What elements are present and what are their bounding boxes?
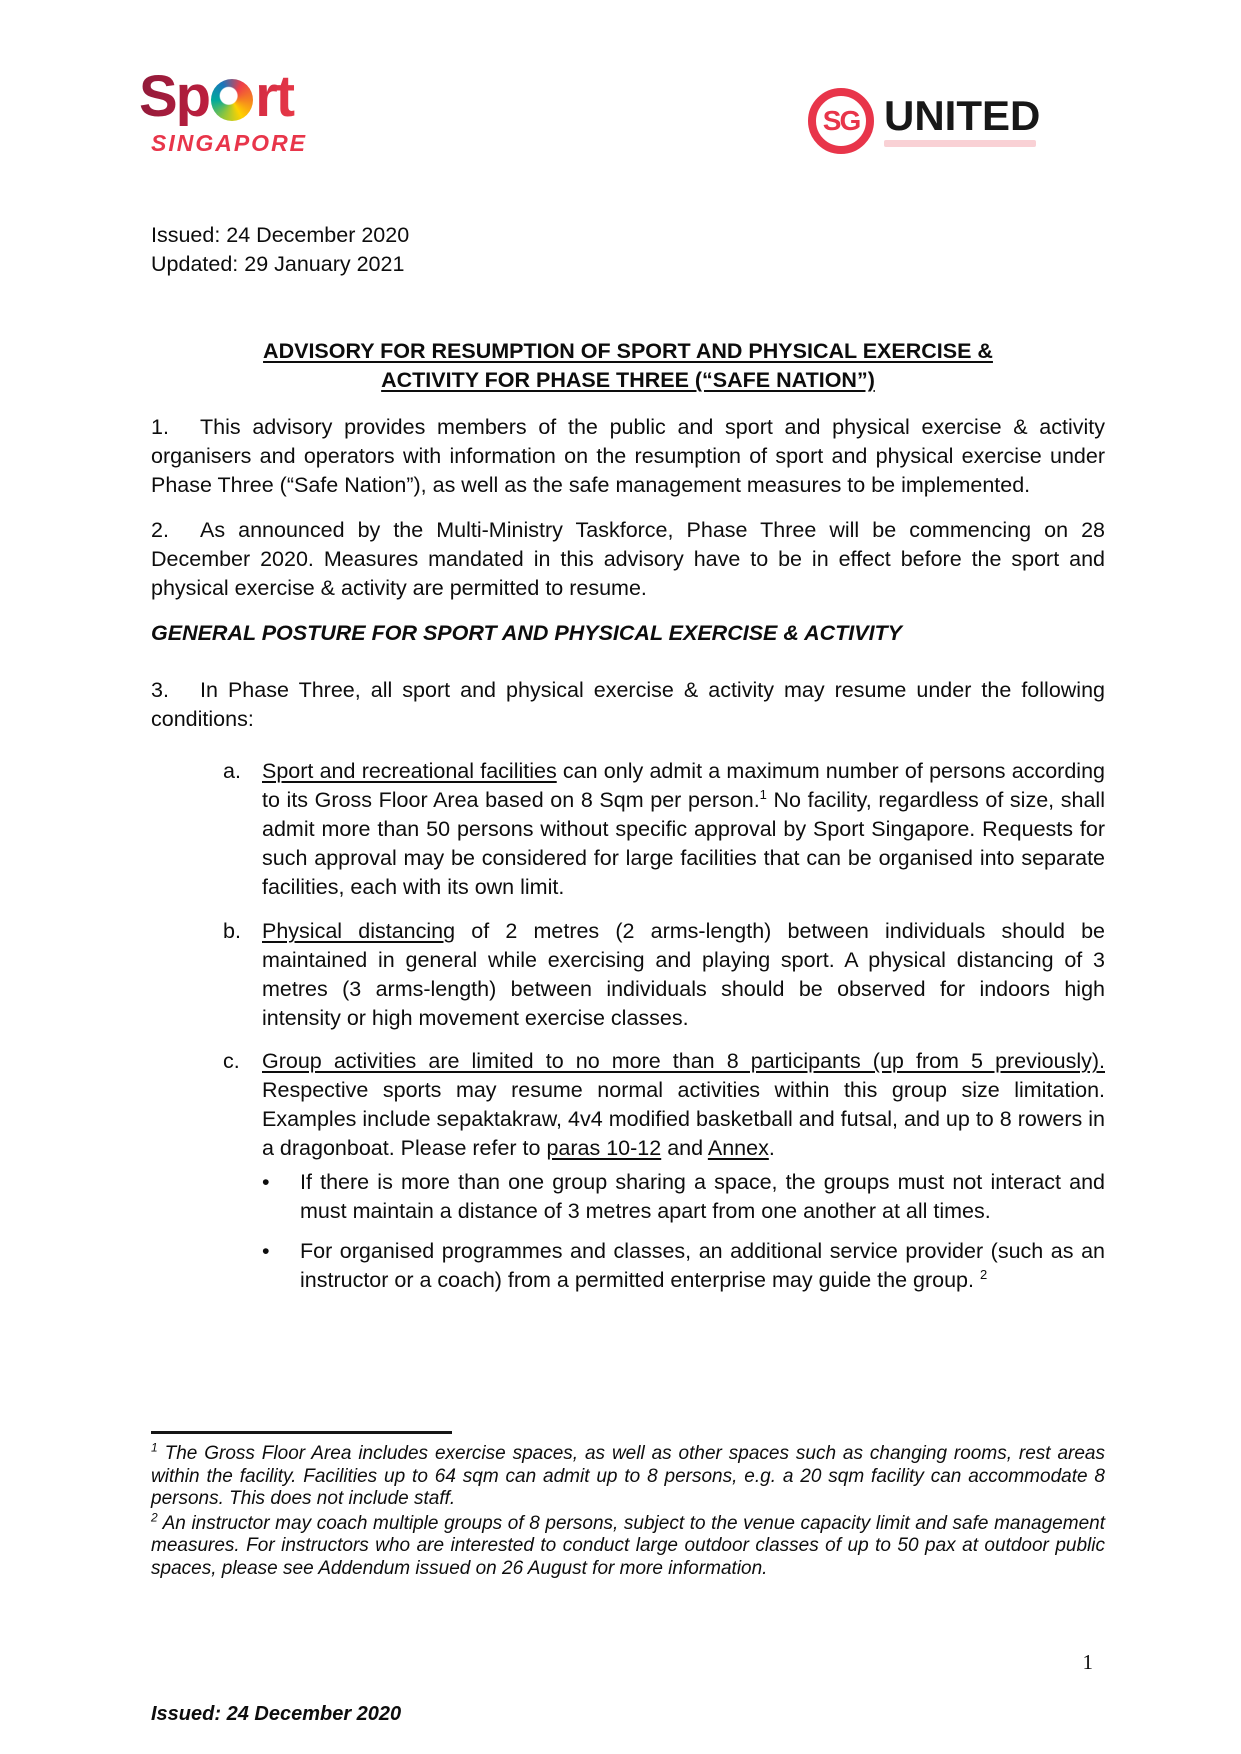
- bullet-1-glyph: •: [262, 1170, 270, 1194]
- footnote-2-text: An instructor may coach multiple groups of 8 persons, subject to the venue capacity limit and safe management measures. For instructors who are interested to conduct large outdoor classes of up to 50 pax at outdoor public spaces, please see Addendum issued on 26 August for more information.: [151, 1512, 1105, 1579]
- bullet-2-glyph: •: [262, 1239, 270, 1263]
- list-item-b-underlined-lead: Physical distancing: [262, 919, 456, 943]
- sg-united-tagline-faded: [884, 140, 1036, 147]
- annex-reference: Annex: [707, 1136, 769, 1160]
- paragraph-2-number: 2.: [151, 518, 169, 542]
- footnote-1: [151, 1440, 1105, 1511]
- sport-logo-wordmark: [139, 64, 307, 129]
- list-item-a-text-2: No facility, regardless of size, shall admit more than 50 persons without specific approval by Sport Singapore. Requests for such approval may be considered for large facilities that can be organised into separate facilities, each with its own limit.: [262, 788, 1105, 899]
- paragraph-1-number: 1.: [151, 415, 169, 439]
- footnote-2: [151, 1510, 1105, 1581]
- list-item-c-text-1: Respective sports may resume normal activities within this group size limitation. Examples include sepaktakraw, 4v4 modified basketball and futsal, and up to 8 rowers in a dragonboat. Please refer to: [262, 1078, 1105, 1160]
- list-item-b-text-1: of 2 metres (2 arms-length) between individuals should be maintained in general while exercising and playing sport. A physical distancing of 3 metres (3 arms-length) between individuals should be observed for indoors high intensity or high movement exercise classes.: [262, 919, 1105, 1030]
- sg-circle-label: SG: [822, 105, 860, 136]
- issued-date: Issued: 24 December 2020: [151, 223, 410, 247]
- sg-circle-icon: [808, 88, 874, 154]
- list-item-a: [223, 757, 1105, 902]
- list-item-c-text-3: .: [768, 1136, 775, 1160]
- paragraph-3: [151, 676, 1105, 734]
- issue-dates: [151, 221, 1105, 279]
- footnote-2-marker: 2: [151, 1510, 158, 1525]
- footnote-1-text: The Gross Floor Area includes exercise spaces, as well as other spaces such as changing rooms, rest areas within the facility. Facilities up to 64 sqm can admit up to 8 persons, e.g. a 20 sqm facility can accommodate 8 persons. This does not include staff.: [151, 1443, 1105, 1509]
- list-item-b-body: [262, 917, 1105, 1033]
- section-heading-general-posture: GENERAL POSTURE FOR SPORT AND PHYSICAL EXERCISE & ACTIVITY: [151, 621, 903, 645]
- bullet-1-text: If there is more than one group sharing a space, the groups must not interact and must maintain a distance of 3 metres apart from one another at all times.: [300, 1170, 1105, 1223]
- footer-issued-date: Issued: 24 December 2020: [151, 1703, 402, 1725]
- paragraph-3-number: 3.: [151, 678, 169, 702]
- bullet-item-1: [262, 1168, 1105, 1226]
- sport-logo-swirl-o-icon: [211, 79, 253, 121]
- list-item-c-marker: c.: [223, 1049, 240, 1073]
- sg-united-wordmark: UNITED: [884, 92, 1041, 139]
- footnote-separator-line: [151, 1431, 452, 1434]
- document-title-line1: ADVISORY FOR RESUMPTION OF SPORT AND PHYSICAL EXERCISE &: [263, 339, 993, 363]
- sg-united-logo: [808, 88, 1040, 154]
- paragraph-3-text: In Phase Three, all sport and physical exercise & activity may resume under the following conditions:: [151, 678, 1105, 731]
- paras-10-12-reference: paras 10-12: [546, 1136, 662, 1160]
- paragraph-2-text: As announced by the Multi-Ministry Taskforce, Phase Three will be commencing on 28 December 2020. Measures mandated in this advisory have to be in effect before the sport and physical exercise & activity are permitted to resume.: [151, 518, 1105, 600]
- sport-logo-singapore-label: SINGAPORE: [151, 130, 308, 156]
- list-item-a-marker: a.: [223, 759, 241, 783]
- paragraph-2: [151, 516, 1105, 603]
- list-item-c-body: [262, 1047, 1105, 1163]
- list-item-c-text-2: and: [661, 1136, 708, 1160]
- bullet-2-body: [300, 1237, 1105, 1295]
- document-title-line2: ACTIVITY FOR PHASE THREE (“SAFE NATION”): [381, 368, 875, 392]
- footnote-1-marker: 1: [151, 1440, 158, 1455]
- sport-logo-text-suffix: rt: [255, 64, 294, 129]
- paragraph-1: [151, 413, 1105, 500]
- page-number: 1: [1082, 1650, 1093, 1674]
- bullet-item-2: [262, 1237, 1105, 1295]
- bullet-2-text: For organised programmes and classes, an additional service provider (such as an instructor or a coach) from a permitted enterprise may guide the group.: [300, 1239, 1105, 1292]
- list-item-c-underlined-lead: Group activities are limited to no more than 8 participants (up from 5 previously).: [262, 1049, 1105, 1073]
- sport-singapore-logo: [139, 64, 308, 156]
- list-item-a-body: [262, 757, 1105, 902]
- list-item-c: [223, 1047, 1105, 1163]
- updated-date: Updated: 29 January 2021: [151, 252, 405, 276]
- footnote-ref-2: 2: [979, 1266, 988, 1282]
- footnote-ref-1: 1: [759, 786, 767, 802]
- list-item-b-marker: b.: [223, 919, 241, 943]
- list-item-a-underlined-lead: Sport and recreational facilities: [262, 759, 557, 783]
- footnote-area: [151, 1431, 1105, 1580]
- list-item-b: [223, 917, 1105, 1033]
- sport-logo-text-prefix: Sp: [139, 64, 210, 129]
- list-item-a-text-1: can only admit a maximum number of persons according to its Gross Floor Area based on 8 Sqm per person.: [262, 759, 1105, 812]
- paragraph-1-text: This advisory provides members of the public and sport and physical exercise & activity organisers and operators with information on the resumption of sport and physical exercise under Phase Three (“Safe Nation”), as well as the safe management measures to be implemented.: [151, 415, 1105, 497]
- document-title: [151, 337, 1105, 395]
